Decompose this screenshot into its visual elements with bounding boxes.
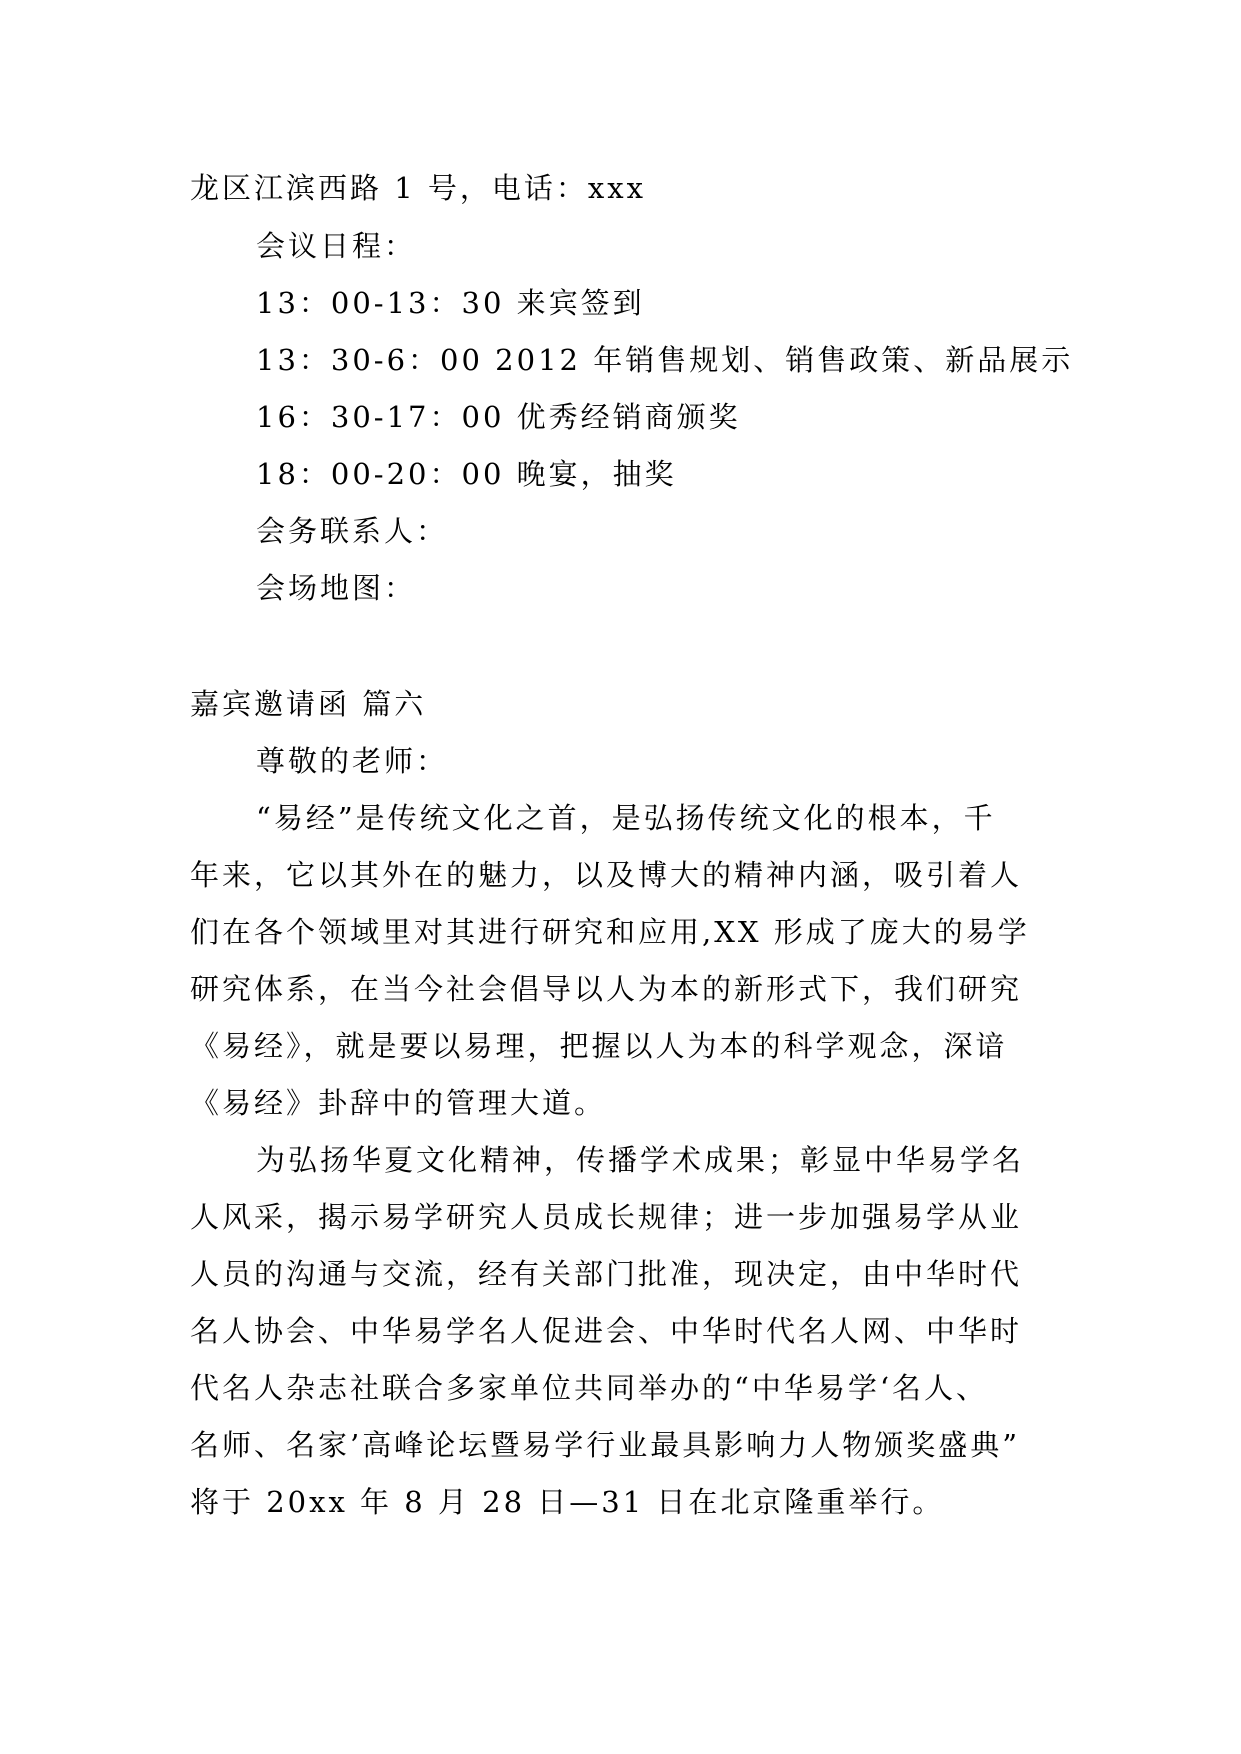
- paragraph-line: 们在各个领域里对其进行研究和应用,XX 形成了庞大的易学: [190, 915, 1030, 949]
- paragraph-line: 年来，它以其外在的魅力，以及博大的精神内涵，吸引着人: [190, 858, 1023, 892]
- schedule-item: 16：30-17：00 优秀经销商颁奖: [256, 400, 741, 434]
- paragraph-line: 《易经》卦辞中的管理大道。: [190, 1086, 607, 1120]
- map-label: 会场地图：: [256, 571, 417, 605]
- paragraph-line: 研究体系，在当今社会倡导以人为本的新形式下，我们研究: [190, 972, 1023, 1006]
- paragraph-line: 《易经》，就是要以易理，把握以人为本的科学观念，深谙: [190, 1029, 1008, 1063]
- paragraph-line: 代名人杂志社联合多家单位共同举办的“中华易学‘名人、: [190, 1371, 989, 1405]
- schedule-heading: 会议日程：: [256, 229, 417, 263]
- paragraph-line: 为弘扬华夏文化精神，传播学术成果；彰显中华易学名: [256, 1143, 1025, 1177]
- paragraph-line: “易经”是传统文化之首，是弘扬传统文化的根本，千: [256, 801, 996, 835]
- paragraph-line: 名师、名家’高峰论坛暨易学行业最具影响力人物颁奖盛典”: [190, 1428, 1021, 1462]
- paragraph-line: 人风采，揭示易学研究人员成长规律；进一步加强易学从业: [190, 1200, 1023, 1234]
- contact-label: 会务联系人：: [256, 514, 449, 548]
- address-line: 龙区江滨西路 1 号，电话：xxx: [190, 171, 646, 205]
- salutation: 尊敬的老师：: [256, 744, 449, 778]
- paragraph-line: 人员的沟通与交流，经有关部门批准，现决定，由中华时代: [190, 1257, 1023, 1291]
- paragraph-line: 将于 20xx 年 8 月 28 日—31 日在北京隆重举行。: [190, 1485, 945, 1519]
- schedule-item: 18：00-20：00 晚宴，抽奖: [256, 457, 677, 491]
- paragraph-line: 名人协会、中华易学名人促进会、中华时代名人网、中华时: [190, 1314, 1023, 1348]
- schedule-item: 13：30-6：00 2012 年销售规划、销售政策、新品展示: [256, 343, 1074, 377]
- schedule-item: 13：00-13：30 来宾签到: [256, 286, 645, 320]
- section-title: 嘉宾邀请函 篇六: [190, 687, 427, 721]
